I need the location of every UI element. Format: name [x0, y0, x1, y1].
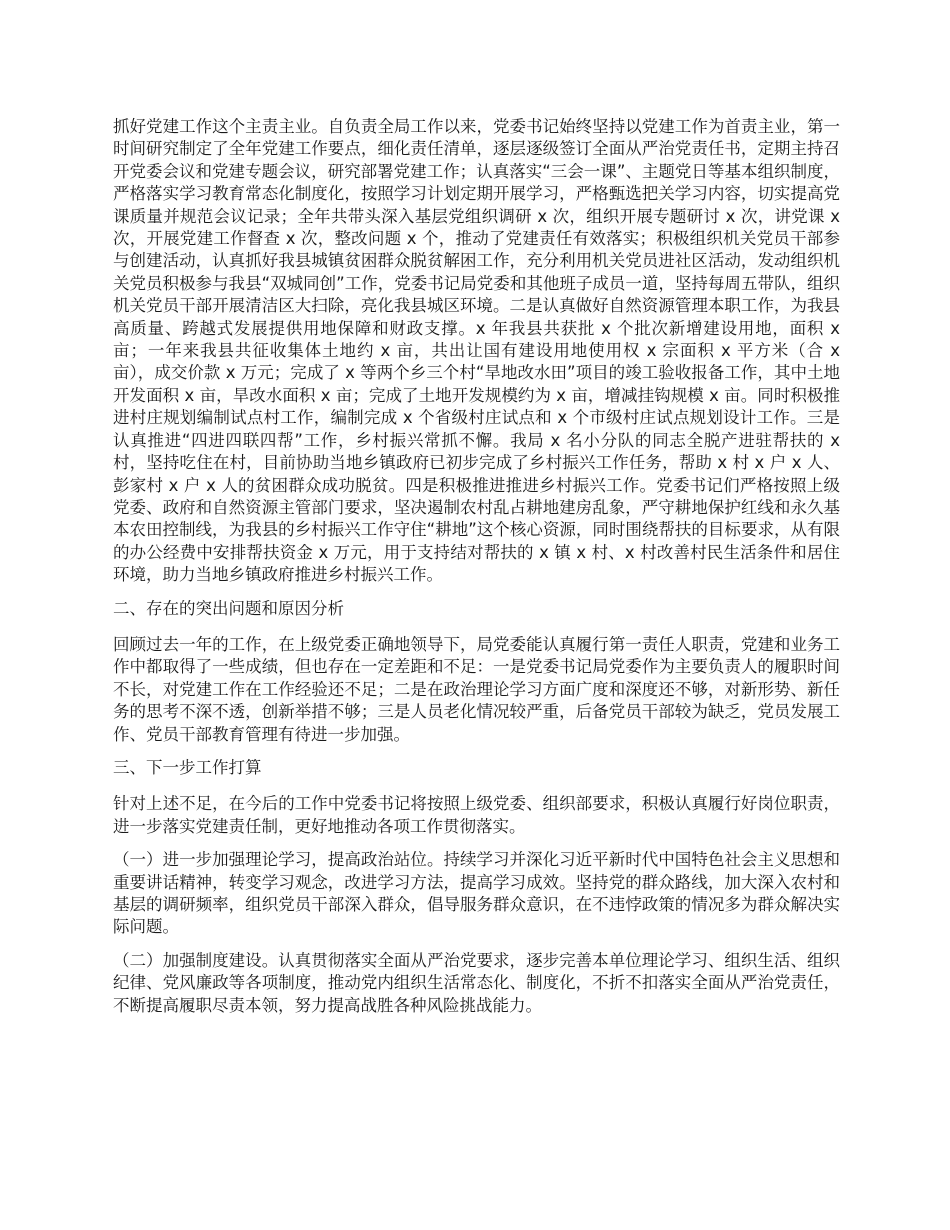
section-heading-problems: 二、存在的突出问题和原因分析	[113, 598, 344, 618]
section-heading-next-steps: 三、下一步工作打算	[113, 757, 262, 777]
paragraph-theory-study: （一）进一步加强理论学习，提高政治站位。持续学习并深化习近平新时代中国特色社会主义思想和重要讲话精神，转变学习观念，改进学习方法，提高学习成效。坚持党的群众路线，加大深入农村和基层的调研频率，组织党员干部深入群众，倡导服务群众意识，在不违悖政策的情况多为群众解决实际问题。	[113, 850, 840, 937]
paragraph-problems-analysis: 回顾过去一年的工作，在上级党委正确地领导下，局党委能认真履行第一责任人职责，党建和业务工作中都取得了一些成绩，但也存在一定差距和不足：一是党委书记局党委作为主要负责人的履职时间不长，对党建工作在工作经验还不足；二是在政治理论学习方面广度和深度还不够，对新形势、新任务的思考不深不透，创新举措不够；三是人员老化情况较严重，后备党员干部较为缺乏，党员发展工作、党员干部教育管理有待进一步加强。	[113, 634, 840, 744]
paragraph-party-building-work: 抓好党建工作这个主责主业。自负责全局工作以来，党委书记始终坚持以党建工作为首责主业，第一时间研究制定了全年党建工作要点，细化责任清单，逐层逐级签订全面从严治党责任书，定期主持召开党委会议和党建专题会议，研究部署党建工作；认真落实“三会一课”、主题党日等基本组织制度，严格落实学习教育常态化制度化，按照学习计划定期开展学习，严格甄选把关学习内容，切实提高党课质量并规范会议记录；全年共带头深入基层党组织调研 x 次，组织开展专题研讨 x 次，讲党课 x 次，开展党建工作督查 x 次，整改问题 x 个，推动了党建责任有效落实；积极组织机关党员干部参与创建活动，认真抓好我县城镇贫困群众脱贫解困工作，充分利用机关党员进社区活动，发动组织机关党员积极参与我县“双城同创”工作，党委书记局党委和其他班子成员一道，坚持每周五带队，组织机关党员干部开展清洁区大扫除，亮化我县城区环境。二是认真做好自然资源管理本职工作，为我县高质量、跨越式发展提供用地保障和财政支撑。x 年我县共获批 x 个批次新增建设用地，面积 x 亩；一年来我县共征收集体土地约 x 亩，共出让国有建设用地使用权 x 宗面积 x 平方米（合 x 亩），成交价款 x 万元；完成了 x 等两个乡三个村“旱地改水田”项目的竣工验收报备工作，其中土地开发面积 x 亩，旱改水面积 x 亩；完成了土地开发规模约为 x 亩，增减挂钩规模 x 亩。同时积极推进村庄规划编制试点村工作，编制完成 x 个省级村庄试点和 x 个市级村庄试点规划设计工作。三是认真推进“四进四联四帮”工作，乡村振兴常抓不懈。我局 x 名小分队的同志全脱产进驻帮扶的 x 村，坚持吃住在村，目前协助当地乡镇政府已初步完成了乡村振兴工作任务，帮助 x 村 x 户 x 人、彭家村 x 户 x 人的贫困群众成功脱贫。四是积极推进推进乡村振兴工作。党委书记们严格按照上级党委、政府和自然资源主管部门要求，坚决遏制农村乱占耕地建房乱象，严守耕地保护红线和永久基本农田控制线，为我县的乡村振兴工作守住“耕地”这个核心资源，同时围绕帮扶的目标要求，从有限的办公经费中安排帮扶资金 x 万元，用于支持结对帮扶的 x 镇 x 村、x 村改善村民生活条件和居住环境，助力当地乡镇政府推进乡村振兴工作。	[113, 117, 840, 585]
paragraph-next-steps-intro: 针对上述不足，在今后的工作中党委书记将按照上级党委、组织部要求，积极认真履行好岗位职责，进一步落实党建责任制，更好地推动各项工作贯彻落实。	[113, 794, 840, 836]
document-body	[113, 116, 840, 1017]
paragraph-system-building: （二）加强制度建设。认真贯彻落实全面从严治党要求，逐步完善本单位理论学习、组织生活、组织纪律、党风廉政等各项制度，推动党内组织生活常态化、制度化，不折不扣落实全面从严治党责任，不断提高履职尽责本领，努力提高战胜各种风险挑战能力。	[113, 950, 840, 1015]
